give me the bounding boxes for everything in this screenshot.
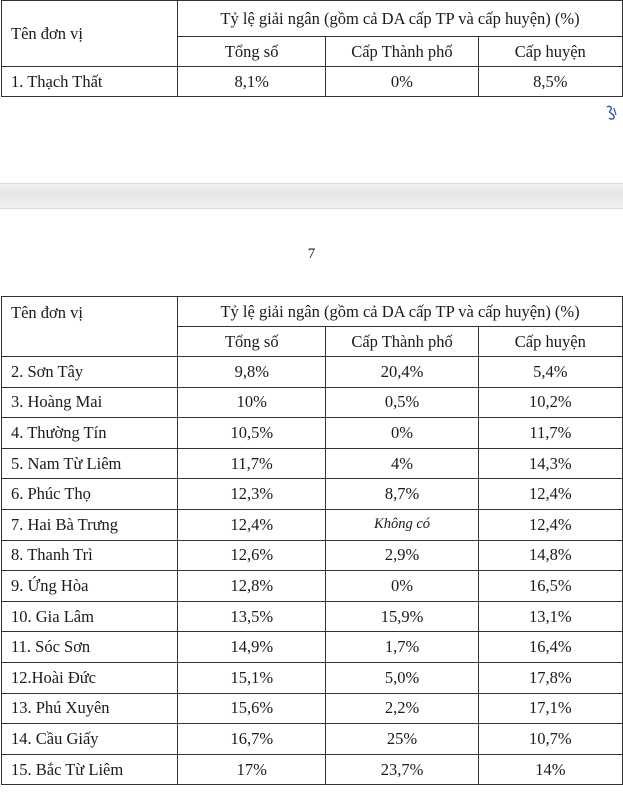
unit-name: 6. Phúc Thọ	[2, 479, 178, 510]
rate-total: 11,7%	[178, 448, 326, 479]
rate-district: 5,4%	[478, 357, 622, 388]
rate-total: 8,1%	[178, 67, 326, 97]
table-row	[2, 479, 623, 510]
rate-total: 9,8%	[178, 357, 326, 388]
unit-name: 10. Gia Lâm	[2, 601, 178, 632]
table-row	[2, 357, 623, 388]
rate-district: 11,7%	[478, 418, 622, 449]
table-row	[2, 448, 623, 479]
table-row	[2, 67, 623, 97]
unit-name: 14. Cầu Giấy	[2, 724, 178, 755]
header-district: Cấp huyện	[478, 327, 622, 357]
header-rate: Tỷ lệ giải ngân (gồm cả DA cấp TP và cấp huyện) (%)	[178, 297, 623, 327]
rate-city: 20,4%	[326, 357, 478, 388]
header-rate: Tỷ lệ giải ngân (gồm cả DA cấp TP và cấp huyện) (%)	[178, 1, 623, 37]
unit-name: 9. Ứng Hòa	[2, 571, 178, 602]
rate-district: 14%	[478, 754, 622, 785]
unit-name: 8. Thanh Trì	[2, 540, 178, 571]
table-row	[2, 754, 623, 785]
rate-district: 13,1%	[478, 601, 622, 632]
rate-total: 15,6%	[178, 693, 326, 724]
rate-city: 0%	[326, 571, 478, 602]
rate-city: 0%	[326, 418, 478, 449]
header-city: Cấp Thành phố	[326, 37, 478, 67]
header-unit: Tên đơn vị	[2, 1, 178, 67]
rate-total: 13,5%	[178, 601, 326, 632]
rate-city: 2,2%	[326, 693, 478, 724]
page-number: 7	[307, 246, 316, 262]
table-row	[2, 571, 623, 602]
header-city: Cấp Thành phố	[326, 327, 478, 357]
header-total: Tổng số	[178, 37, 326, 67]
rate-district: 14,8%	[478, 540, 622, 571]
unit-name: 5. Nam Từ Liêm	[2, 448, 178, 479]
rate-district: 12,4%	[478, 479, 622, 510]
rate-total: 14,9%	[178, 632, 326, 663]
unit-name: 4. Thường Tín	[2, 418, 178, 449]
rate-city: 23,7%	[326, 754, 478, 785]
disbursement-table-bottom	[1, 296, 623, 785]
rate-city: Không có	[326, 509, 478, 540]
table-row	[2, 601, 623, 632]
unit-name: 12.Hoài Đức	[2, 662, 178, 693]
unit-name: 13. Phú Xuyên	[2, 693, 178, 724]
unit-name: 3. Hoàng Mai	[2, 387, 178, 418]
table-row	[2, 540, 623, 571]
rate-total: 12,6%	[178, 540, 326, 571]
rate-district: 10,2%	[478, 387, 622, 418]
rate-district: 16,5%	[478, 571, 622, 602]
table-row	[2, 509, 623, 540]
rate-city: 0%	[326, 67, 478, 97]
table-row	[2, 387, 623, 418]
rate-district: 14,3%	[478, 448, 622, 479]
rate-total: 17%	[178, 754, 326, 785]
rate-total: 12,8%	[178, 571, 326, 602]
rate-city: 25%	[326, 724, 478, 755]
table-row	[2, 693, 623, 724]
rate-district: 10,7%	[478, 724, 622, 755]
unit-name: 11. Sóc Sơn	[2, 632, 178, 663]
rate-total: 15,1%	[178, 662, 326, 693]
header-total: Tổng số	[178, 327, 326, 357]
rate-city: 0,5%	[326, 387, 478, 418]
rate-city: 8,7%	[326, 479, 478, 510]
unit-name: 15. Bắc Từ Liêm	[2, 754, 178, 785]
unit-name: 1. Thạch Thất	[2, 67, 178, 97]
rate-total: 16,7%	[178, 724, 326, 755]
rate-total: 10,5%	[178, 418, 326, 449]
unit-name: 7. Hai Bà Trưng	[2, 509, 178, 540]
unit-name: 2. Sơn Tây	[2, 357, 178, 388]
disbursement-table-top	[1, 0, 623, 97]
rate-district: 17,1%	[478, 693, 622, 724]
rate-district: 8,5%	[478, 67, 622, 97]
pen-mark-icon	[604, 103, 620, 123]
rate-total: 12,4%	[178, 509, 326, 540]
table-row	[2, 662, 623, 693]
header-unit: Tên đơn vị	[2, 297, 178, 357]
table-row	[2, 724, 623, 755]
rate-city: 15,9%	[326, 601, 478, 632]
rate-city: 5,0%	[326, 662, 478, 693]
table-row	[2, 418, 623, 449]
header-district: Cấp huyện	[478, 37, 622, 67]
rate-city: 2,9%	[326, 540, 478, 571]
rate-city: 4%	[326, 448, 478, 479]
rate-district: 16,4%	[478, 632, 622, 663]
rate-district: 12,4%	[478, 509, 622, 540]
page-break-divider	[0, 183, 623, 209]
rate-total: 10%	[178, 387, 326, 418]
rate-city: 1,7%	[326, 632, 478, 663]
rate-total: 12,3%	[178, 479, 326, 510]
table-row	[2, 632, 623, 663]
rate-district: 17,8%	[478, 662, 622, 693]
